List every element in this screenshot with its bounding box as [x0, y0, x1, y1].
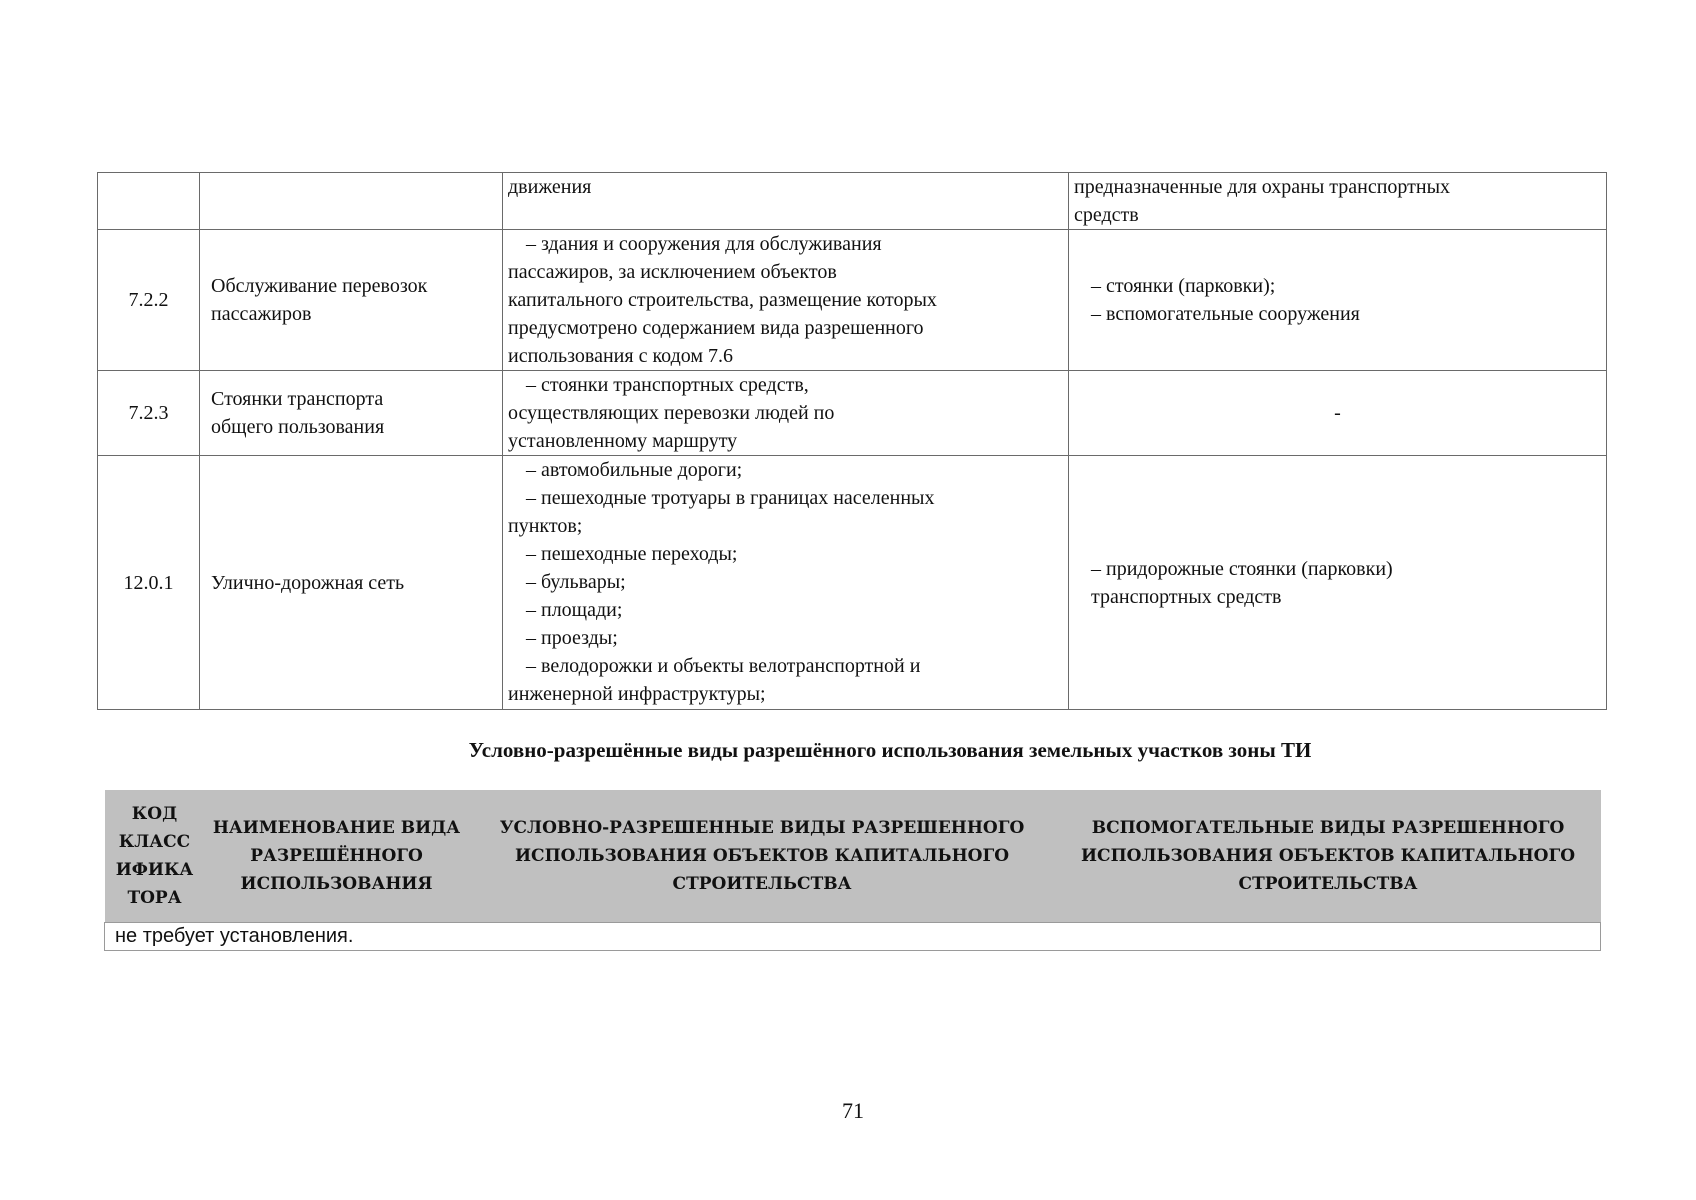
code-cell: 7.2.3	[98, 371, 200, 456]
permitted-uses-table	[97, 172, 1607, 710]
main-uses-cell: – стоянки транспортных средств, осуществляющих перевозки людей по установленному маршруту	[503, 371, 1069, 456]
aux-uses-cell: – придорожные стоянки (парковки) транспортных средств	[1069, 456, 1607, 710]
code-cell	[98, 173, 200, 230]
aux-uses-cell: -	[1069, 371, 1607, 456]
table-row	[98, 456, 1607, 710]
main-uses-cell: – здания и сооружения для обслуживания пассажиров, за исключением объектов капитального строительства, размещение которых предусмотрено содержанием вида разрешенного использования с кодом 7.6	[503, 230, 1069, 371]
header-conditional-uses: УСЛОВНО-РАЗРЕШЕННЫЕ ВИДЫ РАЗРЕШЕННОГО ИСПОЛЬЗОВАНИЯ ОБЪЕКТОВ КАПИТАЛЬНОГО СТРОИТЕЛЬСТВА	[469, 790, 1056, 923]
name-cell: Стоянки транспорта общего пользования	[200, 371, 503, 456]
name-cell: Улично-дорожная сеть	[200, 456, 503, 710]
note-cell: не требует установления.	[105, 923, 1601, 951]
header-name: НАИМЕНОВАНИЕ ВИДА РАЗРЕШЁННОГО ИСПОЛЬЗОВАНИЯ	[205, 790, 469, 923]
header-aux-uses: ВСПОМОГАТЕЛЬНЫЕ ВИДЫ РАЗРЕШЕННОГО ИСПОЛЬЗОВАНИЯ ОБЪЕКТОВ КАПИТАЛЬНОГО СТРОИТЕЛЬСТВА	[1056, 790, 1601, 923]
section-caption: Условно-разрешённые виды разрешённого использования земельных участков зоны ТИ	[468, 738, 1312, 762]
aux-uses-cell: – стоянки (парковки); – вспомогательные сооружения	[1069, 230, 1607, 371]
header-row	[105, 790, 1601, 923]
header-code: КОД КЛАСС ИФИКА ТОРА	[105, 790, 205, 923]
table-row	[98, 173, 1607, 230]
page-number: 71	[842, 1098, 864, 1123]
table-row	[105, 923, 1601, 951]
main-uses-cell: движения	[503, 173, 1069, 230]
name-cell	[200, 173, 503, 230]
aux-uses-cell: предназначенные для охраны транспортных средств	[1069, 173, 1607, 230]
conditional-uses-table	[104, 790, 1601, 951]
code-cell: 12.0.1	[98, 456, 200, 710]
table-row	[98, 230, 1607, 371]
name-cell: Обслуживание перевозок пассажиров	[200, 230, 503, 371]
code-cell: 7.2.2	[98, 230, 200, 371]
main-uses-cell: – автомобильные дороги; – пешеходные тротуары в границах населенных пунктов; – пешеходные переходы; – бульвары; – площади; – проезды; – велодорожки и объекты велотранспортной и инженерной инфраструктуры;	[503, 456, 1069, 710]
table-row	[98, 371, 1607, 456]
